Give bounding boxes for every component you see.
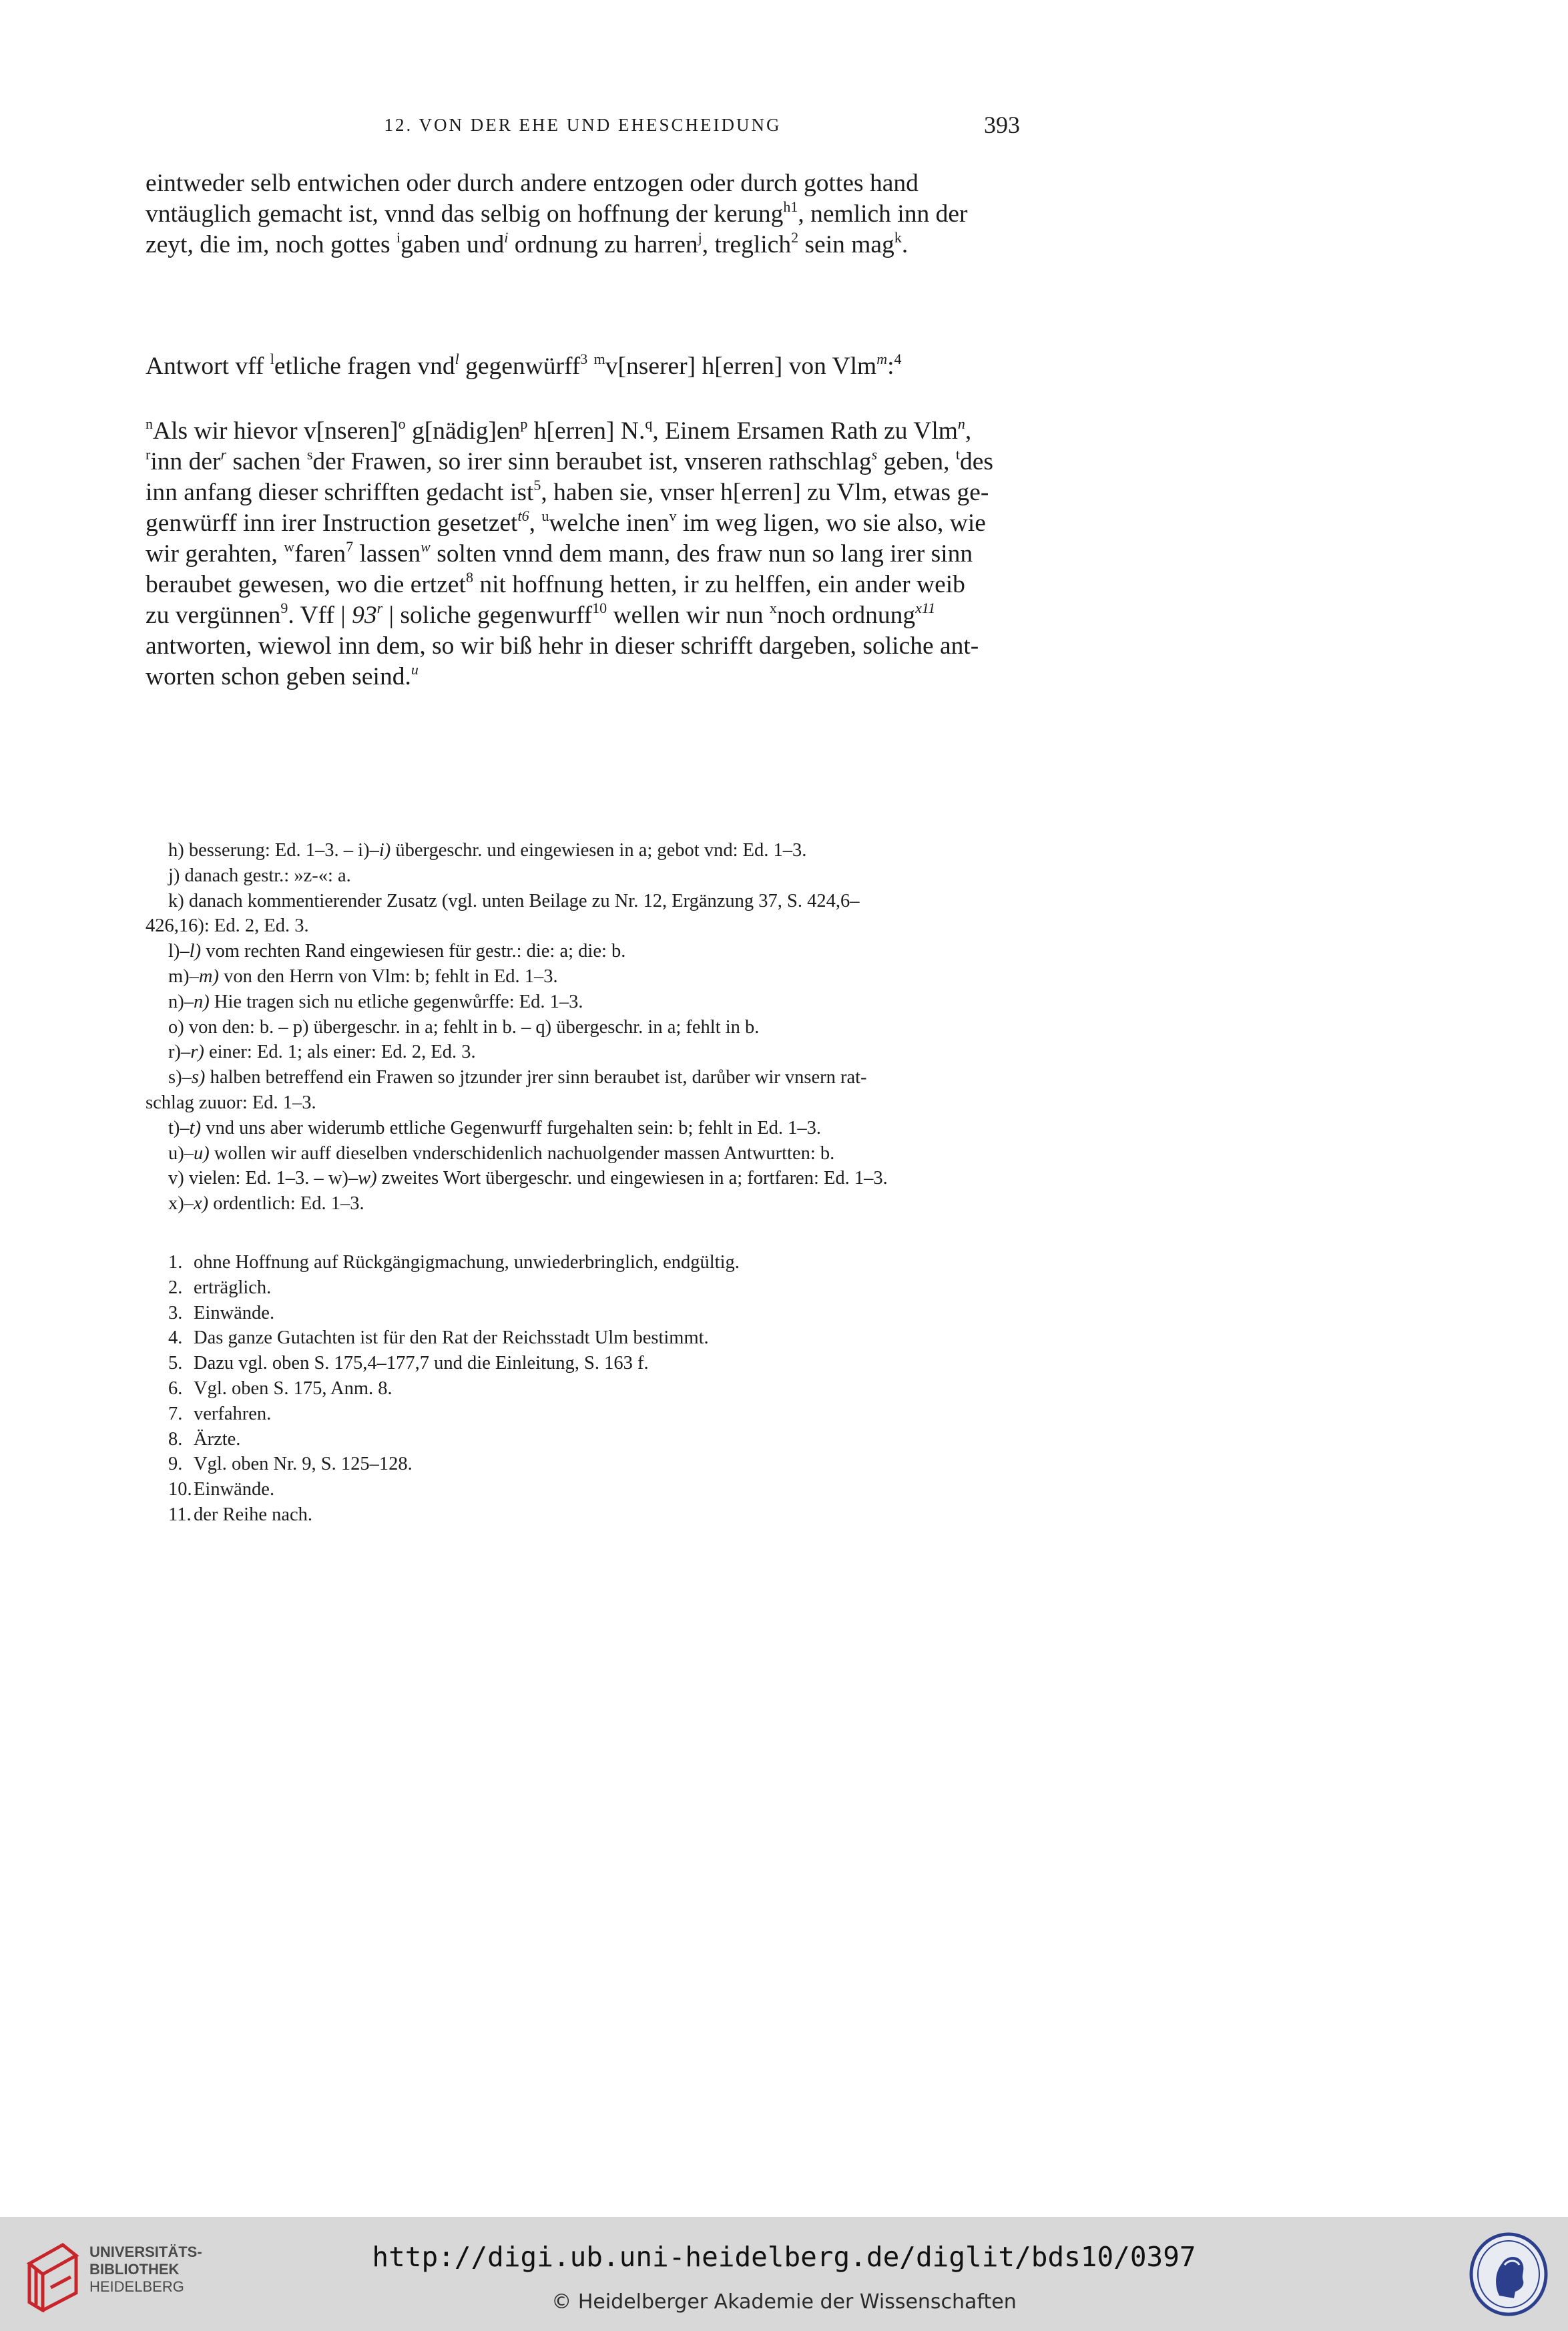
text-line: $^n$Als wir hievor v[nseren]$^o$ $g[nädig]en^p$ h[erren] N.$^q$, Einem Ersamen Rath zu Vlm$^n$, (146, 415, 972, 445)
text-line: beraubet gewesen, wo die ertzet$^8$ nit hoffnung hetten, ir zu helffen, ein ander weib (146, 569, 965, 598)
note-item: 10.Einwände. (168, 1479, 275, 1500)
apparatus-entry: x)–x) ordentlich: Ed. 1–3. (168, 1193, 364, 1215)
critical-apparatus (146, 838, 1020, 1217)
running-head-title: 12. VON DER EHE UND EHESCHEIDUNG (384, 115, 782, 135)
apparatus-entry: 426,16): Ed. 2, Ed. 3. (146, 915, 309, 937)
text-line: antworten, wiewol inn dem, so wir biß hehr in dieser schrifft dargeben, soliche ant- (146, 632, 979, 660)
permalink-url[interactable]: http://digi.ub.uni-heidelberg.de/diglit/bds10/0397 (372, 2241, 1196, 2273)
section-heading: Antwort vff $^l$etliche fragen vnd$^l$ gegenwürff$^3$ $^m$v[nserer] h[erren] von Vlm$^m$:$^4$ (146, 351, 902, 380)
digitization-footer (0, 2217, 1568, 2331)
note-item: 4. Das ganze Gutachten ist für den Rat der Reichsstadt Ulm bestimmt. (168, 1327, 709, 1349)
note-item: 5. Dazu vgl. oben S. 175,4–177,7 und die Einleitung, S. 163 f. (168, 1353, 649, 1374)
text-line: eintweder selb entwichen oder durch andere entzogen oder durch gottes hand (146, 170, 919, 197)
text-line: vntäuglich gemacht ist, vnnd das selbig on hoffnung der kerung$^{h1}$, nemlich inn der (146, 198, 968, 228)
apparatus-entry: v) vielen: Ed. 1–3. – w)–w) zweites Wort übergeschr. und eingewiesen in a; fortfaren: Ed. 1–3. (168, 1168, 888, 1189)
text-line: genwürff inn irer Instruction gesetzet$^{t6}$, $^u$welche inen$^v$ im weg ligen, wo sie also, wie (146, 507, 986, 537)
note-item: 6. Vgl. oben S. 175, Anm. 8. (168, 1378, 393, 1399)
text-line: $^r$inn der$^r$ sachen $^s$der Frawen, so irer sinn beraubet ist, vnseren rathschlag$^s$ geben, $^t$des (146, 446, 994, 475)
apparatus-entry: j) danach gestr.: »z-«: a. (168, 865, 351, 886)
apparatus-entry: k) danach kommentierender Zusatz (vgl. unten Beilage zu Nr. 12, Ergänzung 37, S. 424,6– (168, 890, 860, 911)
apparatus-entry: o) von den: b. – p) übergeschr. in a; fehlt in b. – q) übergeschr. in a; fehlt in b. (168, 1016, 760, 1038)
apparatus-entry: t)–t) vnd uns aber widerumb ettliche Gegenwurff furgehalten sein: b; fehlt in Ed. 1–3. (168, 1117, 822, 1138)
text-line: worten schon geben seind.$^u$ (146, 661, 419, 690)
folio-marker: 93 (352, 602, 377, 629)
note-item: 11. der Reihe nach. (168, 1504, 313, 1525)
note-item: 3. Einwände. (168, 1302, 275, 1323)
apparatus-entry: s)–s) halben betreffend ein Frawen so jtzunder jrer sinn beraubet ist, darůber wir vnsern rat- (168, 1067, 867, 1088)
apparatus-entry: l)–l) vom rechten Rand eingewiesen für gestr.: die: a; die: b. (168, 941, 626, 962)
text-line: zu vergünnen$^9$. Vff | 93$^r$ | soliche gegenwurff$^{10}$ wellen wir nun $^x$noch ordnung$^{x11}$ (146, 600, 936, 629)
note-item: 7. verfahren. (168, 1403, 272, 1424)
apparatus-entry: r)–r) einer: Ed. 1; als einer: Ed. 2, Ed. 3. (168, 1042, 476, 1063)
paragraph-continuation (146, 168, 1020, 260)
page-number: 393 (984, 112, 1020, 138)
note-item: 2. erträglich. (168, 1277, 272, 1298)
running-head (146, 111, 1020, 144)
note-item: 9. Vgl. oben Nr. 9, S. 125–128. (168, 1454, 413, 1475)
apparatus-entry: h) besserung: Ed. 1–3. – i)–i) übergeschr. und eingewiesen in a; gebot vnd: Ed. 1–3. (168, 840, 807, 861)
copyright-text: © Heidelberger Akademie der Wissenschaften (551, 2290, 1017, 2314)
note-item: 1. ohne Hoffnung auf Rückgängigmachung, unwiederbringlich, endgültig. (168, 1252, 740, 1273)
apparatus-entry: m)–m) von den Herrn von Vlm: b; fehlt in Ed. 1–3. (168, 966, 558, 987)
text-line: inn anfang dieser schrifften gedacht ist$^5$, haben sie, vnser h[erren] zu Vlm, etwas ge- (146, 477, 989, 506)
apparatus-entry: schlag zuuor: Ed. 1–3. (146, 1092, 316, 1113)
apparatus-entry: u)–u) wollen wir auff dieselben vnderschidenlich nachuolgender massen Antwurtten: b. (168, 1142, 835, 1164)
library-name: UNIVERSITÄTS- BIBLIOTHEK HEIDELBERG (89, 2244, 202, 2295)
note-item: 8. Ärzte. (168, 1428, 241, 1450)
text-line: wir gerahten, $^w$faren$^7$ lassen$^w$ solten vnnd dem mann, des fraw nun so lang irer sinn (146, 538, 973, 568)
text-line: zeyt, die im, noch gottes $^i$gaben und$^i$ ordnung zu harren$^j$, treglich$^2$ sein mag$^k$. (146, 229, 908, 258)
paragraph-answer (146, 416, 1020, 692)
commentary-notes (168, 1250, 1020, 1528)
apparatus-entry: n)–n) Hie tragen sich nu etliche gegenwůrffe: Ed. 1–3. (168, 991, 583, 1012)
academy-seal-icon (1467, 2232, 1550, 2317)
